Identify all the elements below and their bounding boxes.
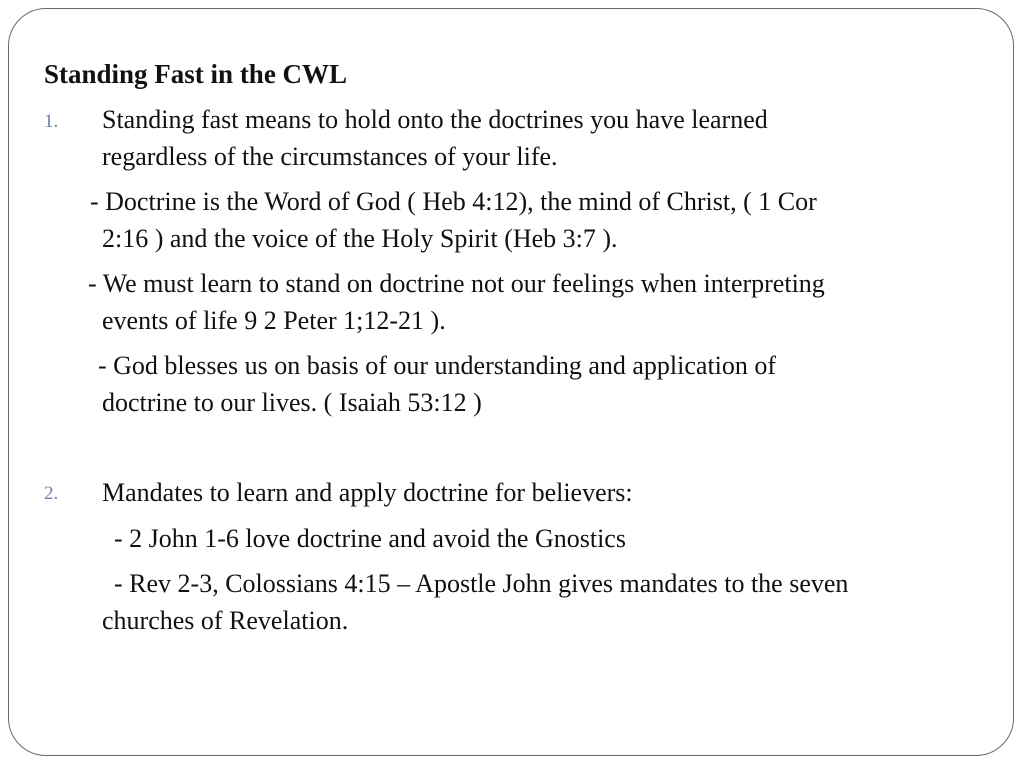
sub-3-line-1: - God blesses us on basis of our understanding and application of — [98, 351, 777, 380]
item-2-number: 2. — [44, 483, 59, 504]
sub-3-line-2: doctrine to our lives. ( Isaiah 53:12 ) — [102, 388, 482, 417]
sub-4-line-1: - 2 John 1-6 love doctrine and avoid the Gnostics — [114, 524, 626, 553]
item-1-line-1: Standing fast means to hold onto the doctrines you have learned — [102, 105, 768, 134]
sub-1-line-1: - Doctrine is the Word of God ( Heb 4:12), the mind of Christ, ( 1 Cor — [90, 187, 817, 216]
slide-title: Standing Fast in the CWL — [44, 59, 348, 89]
sub-2-line-1: - We must learn to stand on doctrine not our feelings when interpreting — [88, 269, 825, 298]
item-2-line-1: Mandates to learn and apply doctrine for believers: — [102, 478, 633, 507]
sub-2-line-2: events of life 9 2 Peter 1;12-21 ). — [102, 306, 446, 335]
item-1-line-2: regardless of the circumstances of your life. — [102, 142, 558, 171]
sub-5-line-1: - Rev 2-3, Colossians 4:15 – Apostle John gives mandates to the seven — [114, 569, 849, 598]
sub-5-line-2: churches of Revelation. — [102, 606, 349, 635]
sub-1-line-2: 2:16 ) and the voice of the Holy Spirit (Heb 3:7 ). — [102, 224, 618, 253]
item-1-number: 1. — [44, 111, 59, 132]
